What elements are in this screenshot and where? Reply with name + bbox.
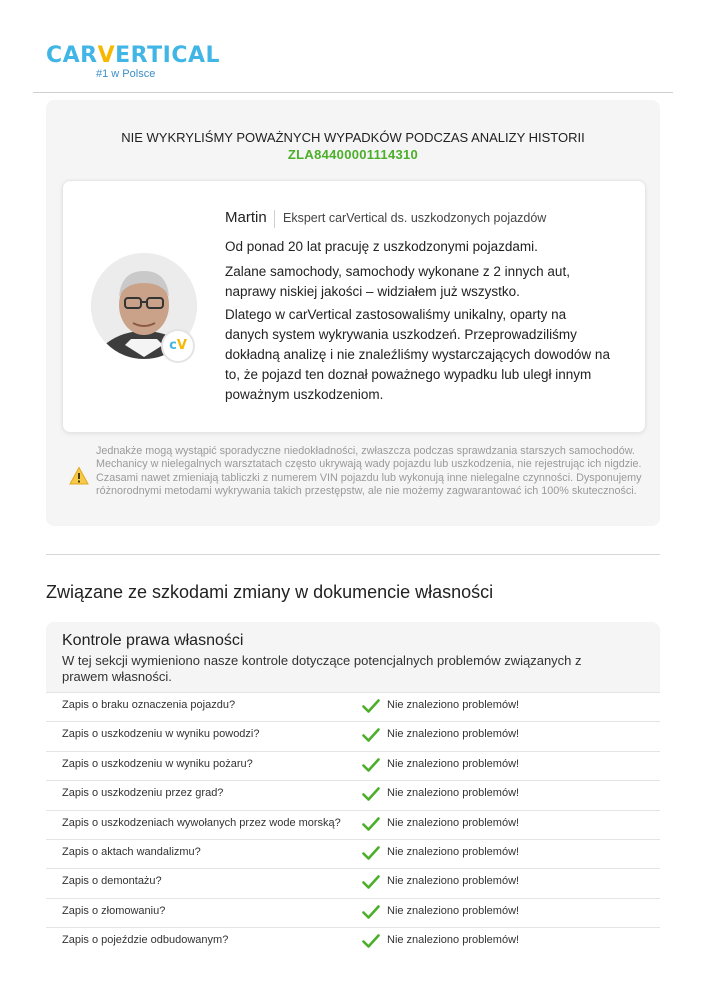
expert-paragraph: Zalane samochody, samochody wykonane z 2 innych aut, naprawy niskiej jakości – widziałem już wszystko. xyxy=(225,264,570,299)
expert-name-divider xyxy=(274,210,275,228)
check-label: Zapis o uszkodzeniu przez grad? xyxy=(62,787,224,800)
check-status: Nie znaleziono problemów! xyxy=(387,934,520,947)
check-label: Zapis o uszkodzeniach wywołanych przez wode morską? xyxy=(62,816,341,829)
check-label: Zapis o aktach wandalizmu? xyxy=(62,846,201,858)
table-row xyxy=(46,721,660,750)
expert-paragraph: Dlatego w carVertical zastosowaliśmy unikalny, oparty na danych system wykrywania uszkodzeń. Przeprowadziliśmy dokładną analizę i nie znaleźliśmy wystarczających dowodów na to, że pojazd ten doznał poważnego wypadku lub uległ innym poważnym uszkodzeniom. xyxy=(225,307,610,402)
check-status: Nie znaleziono problemów! xyxy=(387,846,520,858)
check-status: Nie znaleziono problemów! xyxy=(387,757,520,770)
check-status: Nie znaleziono problemów! xyxy=(387,875,520,888)
check-icon xyxy=(362,757,380,773)
check-status: Nie znaleziono problemów! xyxy=(387,699,520,711)
check-icon xyxy=(362,698,380,714)
ownership-checks-header xyxy=(46,622,660,692)
accident-summary-panel xyxy=(46,100,660,526)
check-status: Nie znaleziono problemów! xyxy=(387,904,520,917)
badge-letter-v: V xyxy=(176,338,187,353)
check-label: Zapis o uszkodzeniu w wyniku powodzi? xyxy=(62,728,260,741)
badge-letter-c: c xyxy=(169,338,177,353)
vin-number: ZLA84400001114310 xyxy=(287,147,419,162)
table-row xyxy=(46,898,660,927)
carvertical-logo[interactable] xyxy=(46,43,221,80)
expert-role: Ekspert carVertical ds. uszkodzonych pojazdów xyxy=(283,211,547,225)
warning-icon xyxy=(69,466,89,486)
ownership-checks-description: W tej sekcji wymieniono nasze kontrole dotyczące potencjalnych problemów związanych z prawem własności. xyxy=(62,653,582,684)
logo-tagline: #1 w Polsce xyxy=(96,68,156,80)
table-row xyxy=(46,810,660,839)
check-label: Zapis o pojeździe odbudowanym? xyxy=(62,934,229,947)
header-divider xyxy=(33,92,673,93)
section-divider xyxy=(46,554,660,555)
expert-card xyxy=(62,180,646,433)
logo-prefix: CAR xyxy=(46,43,98,68)
table-row xyxy=(46,692,660,721)
check-status: Nie znaleziono problemów! xyxy=(387,787,520,800)
ownership-checks-title: Kontrole prawa własności xyxy=(62,632,244,649)
check-label: Zapis o braku oznaczenia pojazdu? xyxy=(62,699,236,711)
check-status: Nie znaleziono problemów! xyxy=(387,816,520,829)
summary-headline: NIE WYKRYLIŚMY POWAŻNYCH WYPADKÓW PODCZAS ANALIZY HISTORII xyxy=(121,130,585,145)
check-icon xyxy=(362,933,380,949)
expert-name: Martin xyxy=(225,209,267,226)
logo-v: V xyxy=(97,43,116,68)
check-icon xyxy=(362,816,380,832)
ownership-checks-table xyxy=(46,622,660,956)
table-row xyxy=(46,839,660,868)
table-row xyxy=(46,780,660,809)
table-row xyxy=(46,751,660,780)
expert-paragraph: Od ponad 20 lat pracuję z uszkodzonymi pojazdami. xyxy=(225,239,538,254)
check-status: Nie znaleziono problemów! xyxy=(387,728,520,741)
table-row xyxy=(46,868,660,897)
disclaimer-text: Jednakże mogą wystąpić sporadyczne niedokładności, zwłaszcza podczas sprawdzania starszych samochodów. Mechanicy w nielegalnych warsztatach często ukrywają wady pojazdu lub uszkodzenia, nie rejestrując ich nigdzie. Czasami nawet zmieniają tabliczki z numerem VIN pojazdu lub wykonują inne nielegalne czynności. Dysponujemy różnorodnymi metodami wykrywania takich przestępstw, ale nie możemy zagwarantować ich 100% skuteczności. xyxy=(96,445,642,498)
cv-badge-icon xyxy=(161,329,195,363)
check-icon xyxy=(362,904,380,920)
check-label: Zapis o uszkodzeniu w wyniku pożaru? xyxy=(62,757,253,770)
section-title: Związane ze szkodami zmiany w dokumencie własności xyxy=(46,582,494,602)
check-icon xyxy=(362,786,380,802)
check-icon xyxy=(362,874,380,890)
check-label: Zapis o złomowaniu? xyxy=(62,904,166,917)
logo-suffix: ERTICAL xyxy=(115,43,221,68)
check-label: Zapis o demontażu? xyxy=(62,875,162,888)
check-icon xyxy=(362,845,380,861)
check-icon xyxy=(362,727,380,743)
table-row xyxy=(46,927,660,956)
logo-wordmark xyxy=(46,43,220,69)
